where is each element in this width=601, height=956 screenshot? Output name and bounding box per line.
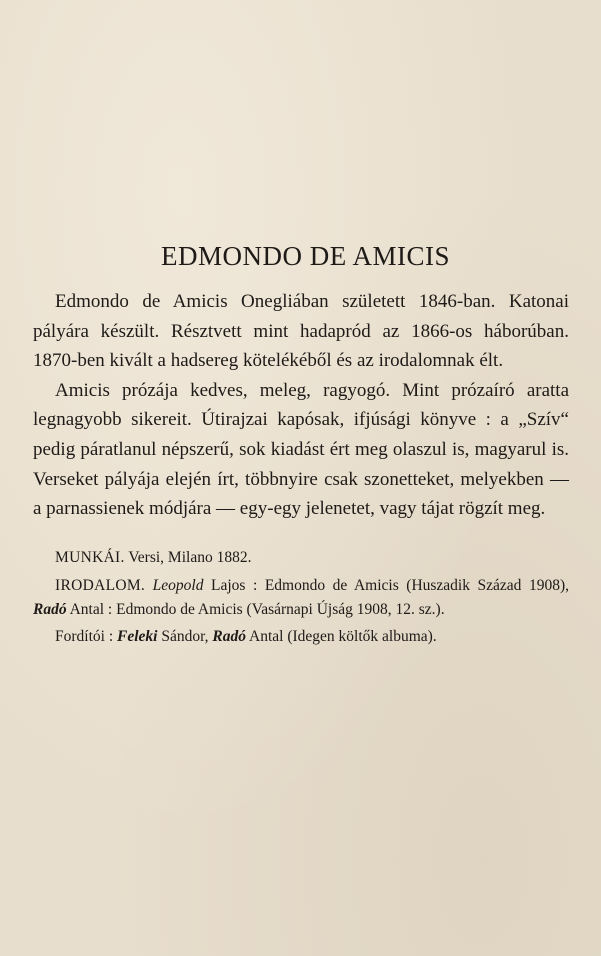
biography-text <box>33 287 569 524</box>
biography-paragraph-2 <box>33 376 569 524</box>
literature-author-1: Leopold <box>152 576 204 594</box>
bibliography-notes <box>33 546 569 653</box>
page-title: EDMONDO DE AMICIS <box>160 241 450 271</box>
translators-entry <box>33 625 569 649</box>
works-text: Versi, Milano 1882. <box>128 549 252 566</box>
translator-2-rest: Antal (Idegen költők albuma). <box>246 628 437 646</box>
literature-label: IRODALOM. <box>55 576 146 594</box>
book-title-quote: „Szív“ <box>518 409 569 431</box>
literature-entry <box>33 574 569 622</box>
biography-paragraph-2-start: Amicis prózája kedves, meleg, ragyogó. Mint prózaíró aratta legnagyobb sikereit. Útirajzai kapósak, ifjúsági könyve : a <box>33 379 569 431</box>
translator-1-rest: Sándor, <box>157 628 213 646</box>
translators-label: Fordítói : <box>55 628 114 646</box>
literature-author-2: Radó <box>33 600 67 618</box>
translator-2: Radó <box>212 628 246 646</box>
biography-paragraph-2-end: pedig páratlanul népszerű, sok kiadást ért meg olaszul is, magyarul is. Verseket pályája elején írt, többnyire csak szonetteket, melyekben — a parnassienek módjára — egy-egy jelenetet, vagy tájat rögzít meg. <box>33 438 569 520</box>
works-label: MUNKÁI. <box>55 549 125 566</box>
works-entry <box>33 546 569 570</box>
biography-paragraph-1: Edmondo de Amicis Onegliában született 1846-ban. Katonai pályára készült. Résztvett mint hadapród az 1866-os háborúban. 1870-ben kivált a hadsereg kötelékéből és az irodalomnak élt. <box>33 291 569 372</box>
literature-reference-2: Antal : Edmondo de Amicis (Vasárnapi Újság 1908, 12. sz.). <box>66 600 445 618</box>
translator-1: Feleki <box>117 628 158 646</box>
literature-reference-1: Lajos : Edmondo de Amicis (Huszadik Század 1908), <box>203 576 569 594</box>
